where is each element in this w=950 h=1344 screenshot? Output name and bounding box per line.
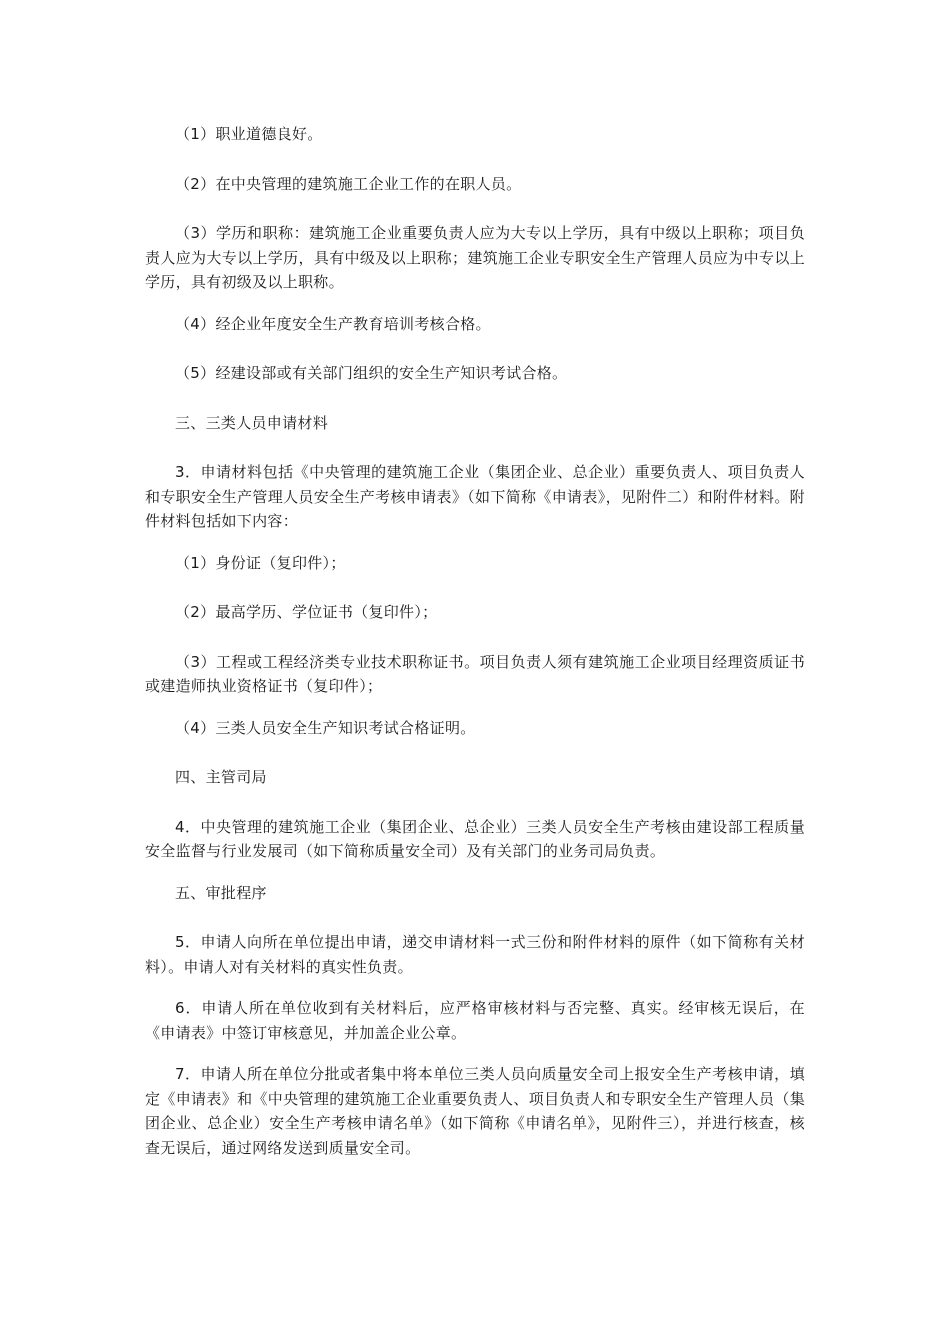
paragraph-material-4: （4）三类人员安全生产知识考试合格证明。 [175, 718, 476, 737]
paragraph-item-4: 4．中央管理的建筑施工企业（集团企业、总企业）三类人员安全生产考核由建设部工程质量安全监督与行业发展司（如下简称质量安全司）及有关部门的业务司局负责。 [145, 817, 805, 860]
section-heading-materials: 三、三类人员申请材料 [175, 413, 329, 432]
paragraph-item-7: 7．申请人所在单位分批或者集中将本单位三类人员向质量安全司上报安全生产考核申请，填定《申请表》和《中央管理的建筑施工企业重要负责人、项目负责人和专职安全生产管理人员（集团企业、总企业）安全生产考核申请名单》（如下简称《申请名单》，见附件三），并进行核查，核查无误后，通过网络发送到质量安全司。 [145, 1065, 805, 1157]
paragraph-qualification-2: （2）在中央管理的建筑施工企业工作的在职人员。 [175, 174, 522, 193]
paragraph-item-3: 3．申请材料包括《中央管理的建筑施工企业（集团企业、总企业）重要负责人、项目负责人和专职安全生产管理人员安全生产考核申请表》（如下简称《申请表》，见附件二）和附件材料。附件材料包括如下内容： [145, 463, 805, 530]
section-heading-authority: 四、主管司局 [175, 768, 267, 786]
paragraph-qualification-5: （5）经建设部或有关部门组织的安全生产知识考试合格。 [175, 364, 568, 382]
paragraph-item-5: 5．申请人向所在单位提出申请，递交申请材料一式三份和附件材料的原件（如下简称有关材料）。申请人对有关材料的真实性负责。 [145, 933, 805, 976]
section-heading-procedure: 五、审批程序 [175, 883, 267, 902]
paragraph-qualification-4: （4）经企业年度安全生产教育培训考核合格。 [175, 314, 491, 333]
paragraph-material-2: （2）最高学历、学位证书（复印件）； [175, 603, 438, 621]
paragraph-material-1: （1）身份证（复印件）； [175, 553, 346, 572]
paragraph-qualification-3: （3）学历和职称：建筑施工企业重要负责人应为大专以上学历，具有中级以上职称；项目负责人应为大专以上学历，具有中级及以上职称；建筑施工企业专职安全生产管理人员应为中专以上学历，具有初级及以上职称。 [145, 224, 805, 291]
paragraph-item-6: 6．申请人所在单位收到有关材料后，应严格审核材料与否完整、真实。经审核无误后，在《申请表》中签订审核意见，并加盖企业公章。 [145, 999, 805, 1042]
paragraph-material-3: （3）工程或工程经济类专业技术职称证书。项目负责人须有建筑施工企业项目经理资质证书或建造师执业资格证书（复印件）； [145, 652, 805, 695]
document-body [145, 122, 805, 1177]
paragraph-qualification-1: （1）职业道德良好。 [175, 125, 323, 143]
